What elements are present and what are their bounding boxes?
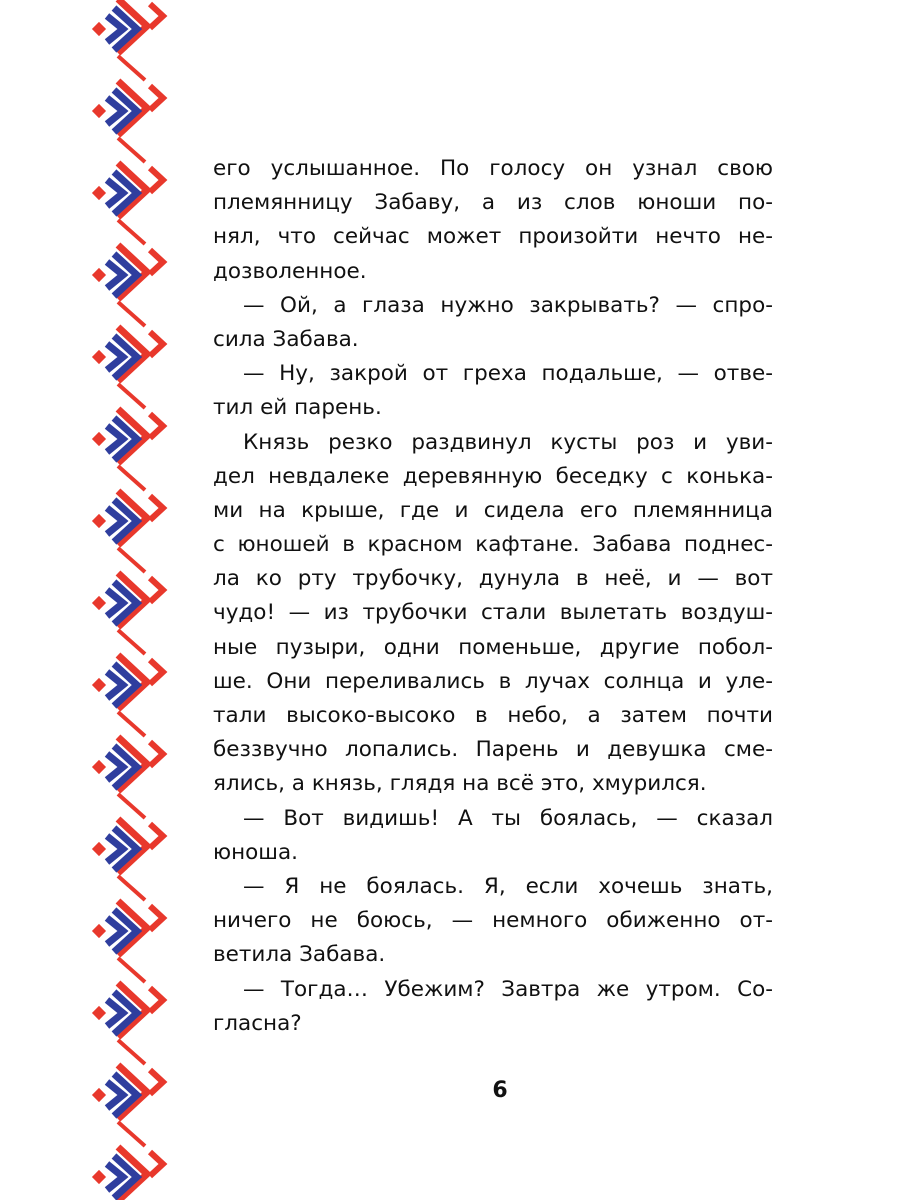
text-line: — Ой, а глаза нужно закрывать? — спро- bbox=[243, 292, 773, 318]
red-chevron-small bbox=[150, 414, 163, 438]
red-diamond bbox=[92, 1170, 106, 1184]
text-line: — Вот видишь! А ты боялась, — сказал bbox=[243, 805, 773, 831]
red-chevron-small bbox=[150, 250, 163, 274]
page-number: 6 bbox=[492, 1078, 508, 1103]
blue-chevron bbox=[107, 98, 123, 124]
red-chevron-small bbox=[150, 332, 163, 356]
blue-chevron bbox=[107, 754, 123, 780]
red-diagonal bbox=[118, 302, 145, 326]
red-diamond bbox=[92, 104, 106, 118]
text-line: с юношей в красном кафтане. Забава поднес- bbox=[213, 532, 773, 558]
red-diamond bbox=[92, 678, 106, 692]
red-chevron-small bbox=[150, 660, 163, 684]
red-chevron-small bbox=[150, 496, 163, 520]
text-line: ла ко рту трубочку, дунула в неё, и — вот bbox=[213, 566, 773, 592]
red-diamond bbox=[92, 514, 106, 528]
text-line: сила Забава. bbox=[213, 326, 359, 352]
text-line: его услышанное. По голосу он узнал свою bbox=[213, 156, 773, 181]
text-line: — Ну, закрой от греха подальше, — отве- bbox=[243, 361, 773, 387]
text-line: ми на крыше, где и сидела его племянница bbox=[213, 497, 773, 523]
red-diamond bbox=[92, 350, 106, 364]
red-diagonal bbox=[118, 384, 145, 408]
red-chevron-small bbox=[150, 1152, 163, 1176]
red-diagonal bbox=[118, 220, 145, 244]
red-chevron-small bbox=[150, 742, 163, 766]
text-line: — Тогда… Убежим? Завтра же утром. Со- bbox=[243, 976, 773, 1002]
red-diagonal bbox=[118, 876, 145, 900]
red-diagonal bbox=[118, 794, 145, 818]
blue-chevron bbox=[107, 426, 123, 452]
text-line: ничего не боюсь, — немного обиженно от- bbox=[213, 908, 773, 934]
red-chevron-small bbox=[150, 824, 163, 848]
text-line: тали высоко-высоко в небо, а затем почти bbox=[213, 703, 773, 728]
blue-chevron bbox=[107, 672, 123, 698]
red-diamond bbox=[92, 1006, 106, 1020]
blue-chevron bbox=[107, 918, 123, 944]
red-diagonal bbox=[118, 466, 145, 490]
blue-chevron bbox=[107, 1164, 123, 1190]
blue-chevron bbox=[107, 180, 123, 206]
red-diamond bbox=[92, 924, 106, 938]
blue-chevron bbox=[107, 262, 123, 288]
text-line: — Я не боялась. Я, если хочешь знать, bbox=[243, 873, 773, 899]
text-line: племянницу Забаву, а из слов юноши по- bbox=[213, 190, 773, 216]
red-chevron-small bbox=[150, 4, 163, 28]
text-line: ялись, а князь, глядя на всё это, хмурился. bbox=[213, 771, 707, 797]
red-chevron-small bbox=[150, 86, 163, 110]
red-chevron-small bbox=[150, 988, 163, 1012]
text-line: дел невдалеке деревянную беседку с конька- bbox=[213, 463, 773, 489]
blue-chevron bbox=[107, 590, 123, 616]
folk-ornament-border bbox=[0, 0, 170, 1200]
text-line: ные пузыри, одни поменьше, другие побол- bbox=[213, 634, 773, 660]
text-line: дозволенное. bbox=[213, 258, 367, 284]
red-chevron-small bbox=[150, 168, 163, 192]
red-diamond bbox=[92, 268, 106, 282]
red-diagonal bbox=[118, 1122, 145, 1146]
red-diamond bbox=[92, 432, 106, 446]
red-diagonal bbox=[118, 1040, 145, 1064]
text-line: нял, что сейчас может произойти нечто не- bbox=[213, 224, 773, 250]
red-chevron-small bbox=[150, 578, 163, 602]
blue-chevron bbox=[107, 344, 123, 370]
blue-chevron bbox=[107, 836, 123, 862]
red-diagonal bbox=[118, 712, 145, 736]
text-line: гласна? bbox=[213, 1010, 302, 1036]
text-line: тил ей парень. bbox=[213, 395, 382, 421]
text-line: ше. Они переливались в лучах солнца и уле- bbox=[213, 668, 773, 694]
text-line: ветила Забава. bbox=[213, 942, 386, 968]
red-diamond bbox=[92, 186, 106, 200]
red-diamond bbox=[92, 842, 106, 856]
red-diamond bbox=[92, 596, 106, 610]
text-line: юноша. bbox=[213, 839, 298, 865]
red-diamond bbox=[92, 22, 106, 36]
red-diagonal bbox=[118, 630, 145, 654]
red-diagonal bbox=[118, 138, 145, 162]
blue-chevron bbox=[107, 1000, 123, 1026]
text-line: беззвучно лопались. Парень и девушка сме- bbox=[213, 737, 773, 763]
page-text bbox=[213, 152, 773, 1041]
text-line: Князь резко раздвинул кусты роз и уви- bbox=[243, 429, 773, 455]
red-diagonal bbox=[118, 56, 145, 80]
red-chevron-small bbox=[150, 906, 163, 930]
red-diagonal bbox=[118, 958, 145, 982]
blue-chevron bbox=[107, 16, 123, 42]
blue-chevron bbox=[107, 508, 123, 534]
red-diamond bbox=[92, 760, 106, 774]
text-line: чудо! — из трубочки стали вылетать воздуш- bbox=[213, 600, 773, 626]
red-diagonal bbox=[118, 548, 145, 572]
